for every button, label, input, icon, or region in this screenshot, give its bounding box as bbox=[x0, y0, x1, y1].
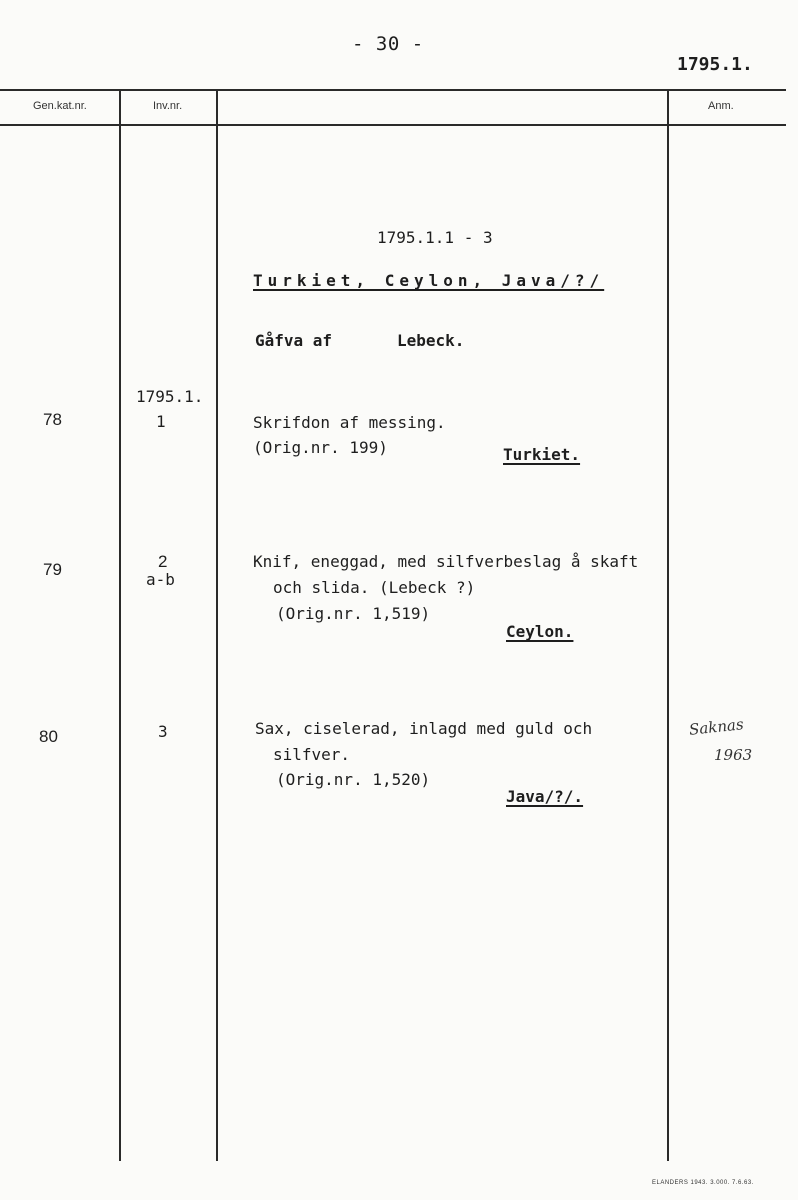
entry-description-cont: silfver. bbox=[273, 745, 351, 764]
column-divider-3 bbox=[667, 91, 669, 1161]
printer-imprint: ELANDERS 1943. 3.000. 7.6.63. bbox=[652, 1180, 754, 1186]
column-heading-gen-kat: Gen.kat.nr. bbox=[33, 100, 87, 112]
column-divider-2 bbox=[216, 91, 218, 1161]
entry-description: Knif, eneggad, med silfverbeslag å skaft bbox=[253, 552, 639, 571]
inv-prefix: 1795.1. bbox=[136, 387, 204, 406]
group-range: 1795.1.1 - 3 bbox=[377, 228, 493, 247]
entry-description: Sax, ciselerad, inlagd med guld och bbox=[255, 719, 593, 738]
column-divider-1 bbox=[119, 91, 121, 1161]
catalogue-code: 1795.1. bbox=[677, 54, 753, 75]
entry-origin: Java/?/. bbox=[506, 787, 584, 806]
entry-description: Skrifdon af messing. bbox=[253, 413, 446, 432]
inv-number: 1 bbox=[156, 412, 166, 431]
entry-description-cont: och slida. (Lebeck ?) bbox=[273, 578, 476, 597]
entry-orig-number: (Orig.nr. 199) bbox=[253, 438, 388, 457]
group-regions: Turkiet, Ceylon, Java/?/ bbox=[253, 271, 605, 290]
page-number: - 30 - bbox=[352, 33, 424, 55]
handwritten-remark: Saknas bbox=[688, 715, 745, 739]
column-heading-anm: Anm. bbox=[708, 100, 734, 112]
entry-origin: Ceylon. bbox=[506, 622, 574, 641]
column-heading-inv: Inv.nr. bbox=[153, 100, 183, 112]
entry-orig-number: (Orig.nr. 1,519) bbox=[276, 604, 431, 623]
gen-kat-number: 80 bbox=[39, 727, 58, 746]
handwritten-remark-year: 1963 bbox=[714, 746, 753, 764]
donor-name: Lebeck. bbox=[397, 331, 465, 350]
gen-kat-number: 78 bbox=[43, 410, 62, 429]
inv-sub: a-b bbox=[146, 570, 175, 589]
donation-label: Gåfva af bbox=[255, 331, 333, 350]
inv-number: 3 bbox=[158, 722, 168, 741]
entry-orig-number: (Orig.nr. 1,520) bbox=[276, 770, 431, 789]
entry-origin: Turkiet. bbox=[503, 445, 581, 464]
inv-number: 2 bbox=[158, 552, 168, 571]
gen-kat-number: 79 bbox=[43, 560, 62, 579]
